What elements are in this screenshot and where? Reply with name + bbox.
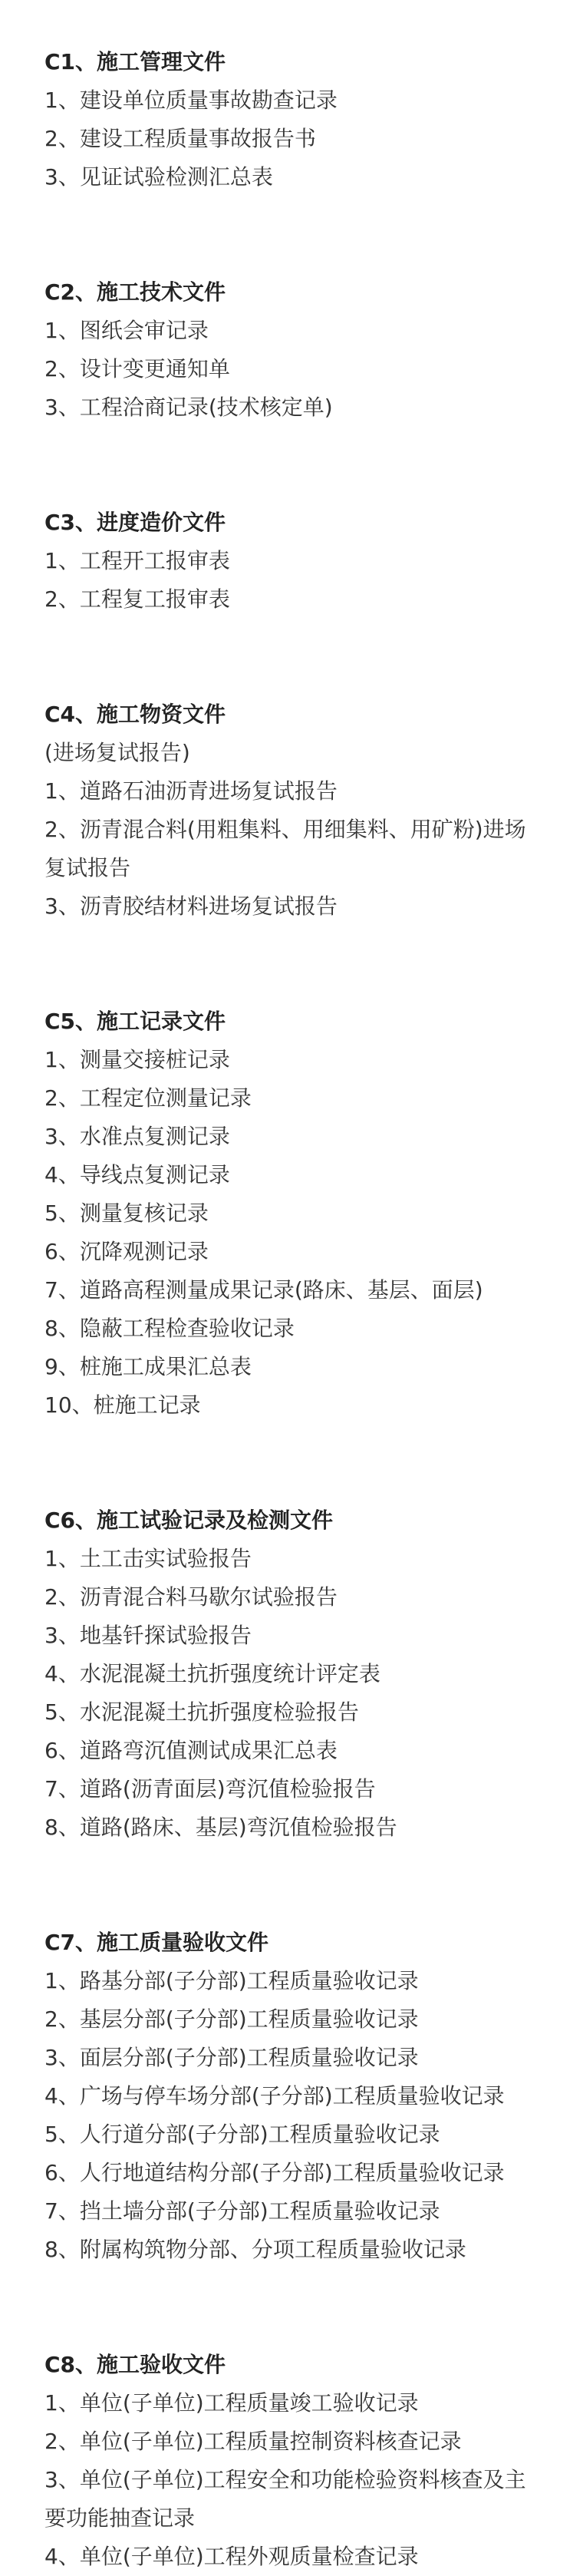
list-item: 4、导线点复测记录 xyxy=(44,1162,230,1187)
section-5 xyxy=(44,1002,539,1425)
list-item: 7、道路(沥青面层)弯沉值检验报告 xyxy=(44,1776,376,1802)
section-6 xyxy=(44,1501,539,1847)
list-item: 10、桩施工记录 xyxy=(44,1392,201,1418)
list-item: 3、面层分部(子分部)工程质量验收记录 xyxy=(44,2045,419,2070)
section-3 xyxy=(44,504,539,619)
section-title: C8、施工验收文件 xyxy=(44,2352,226,2377)
list-item: 9、桩施工成果汇总表 xyxy=(44,1354,252,1379)
list-item: 1、建设单位质量事故勘查记录 xyxy=(44,88,338,113)
list-item: 6、人行地道结构分部(子分部)工程质量验收记录 xyxy=(44,2160,505,2185)
list-item: 1、单位(子单位)工程质量竣工验收记录 xyxy=(44,2390,419,2416)
list-item: 2、单位(子单位)工程质量控制资料核查记录 xyxy=(44,2429,462,2454)
list-item: 2、工程复工报审表 xyxy=(44,586,230,612)
list-item: 6、沉降观测记录 xyxy=(44,1239,209,1264)
list-item: 4、单位(子单位)工程外观质量检查记录 xyxy=(44,2544,419,2569)
list-item: 3、地基钎探试验报告 xyxy=(44,1623,252,1648)
list-item: 3、水准点复测记录 xyxy=(44,1124,230,1149)
list-item: 1、道路石油沥青进场复试报告 xyxy=(44,778,338,804)
section-4 xyxy=(44,695,539,926)
section-7 xyxy=(44,1924,539,2269)
list-item: 1、测量交接桩记录 xyxy=(44,1047,230,1072)
list-item: 1、路基分部(子分部)工程质量验收记录 xyxy=(44,1968,419,1993)
section-8 xyxy=(44,2346,539,2576)
list-item: 7、挡土墙分部(子分部)工程质量验收记录 xyxy=(44,2198,440,2224)
list-item: 5、人行道分部(子分部)工程质量验收记录 xyxy=(44,2122,440,2147)
list-item: 7、道路高程测量成果记录(路床、基层、面层) xyxy=(44,1277,483,1303)
section-2 xyxy=(44,273,539,427)
section-title: C3、进度造价文件 xyxy=(44,510,226,535)
list-item: 3、单位(子单位)工程安全和功能检验资料核查及主要功能抽查记录 xyxy=(44,2467,526,2531)
list-item: 2、基层分部(子分部)工程质量验收记录 xyxy=(44,2006,419,2032)
list-item: 3、沥青胶结材料进场复试报告 xyxy=(44,893,338,919)
list-item: 8、附属构筑物分部、分项工程质量验收记录 xyxy=(44,2237,466,2262)
list-item: 3、工程洽商记录(技术核定单) xyxy=(44,395,333,420)
section-1 xyxy=(44,43,539,197)
list-item: 6、道路弯沉值测试成果汇总表 xyxy=(44,1738,338,1763)
list-item: 8、隐蔽工程检查验收记录 xyxy=(44,1316,295,1341)
list-item: 2、建设工程质量事故报告书 xyxy=(44,126,316,151)
list-item: 8、道路(路床、基层)弯沉值检验报告 xyxy=(44,1815,397,1840)
section-title: C4、施工物资文件 xyxy=(44,702,226,727)
section-note: (进场复试报告) xyxy=(44,740,190,765)
list-item: 1、图纸会审记录 xyxy=(44,318,209,343)
section-title: C2、施工技术文件 xyxy=(44,279,226,305)
list-item: 2、设计变更通知单 xyxy=(44,356,230,381)
list-item: 5、水泥混凝土抗折强度检验报告 xyxy=(44,1699,359,1725)
list-item: 2、沥青混合料(用粗集料、用细集料、用矿粉)进场复试报告 xyxy=(44,817,526,880)
list-item: 4、水泥混凝土抗折强度统计评定表 xyxy=(44,1661,380,1686)
list-item: 1、土工击实试验报告 xyxy=(44,1546,252,1571)
list-item: 2、沥青混合料马歇尔试验报告 xyxy=(44,1584,338,1610)
section-title: C1、施工管理文件 xyxy=(44,49,226,74)
list-item: 3、见证试验检测汇总表 xyxy=(44,164,273,190)
list-item: 1、工程开工报审表 xyxy=(44,548,230,573)
list-item: 4、广场与停车场分部(子分部)工程质量验收记录 xyxy=(44,2083,505,2109)
section-title: C7、施工质量验收文件 xyxy=(44,1930,269,1955)
section-title: C6、施工试验记录及检测文件 xyxy=(44,1508,334,1533)
list-item: 5、测量复核记录 xyxy=(44,1200,209,1226)
list-item: 2、工程定位测量记录 xyxy=(44,1085,252,1111)
section-title: C5、施工记录文件 xyxy=(44,1009,226,1034)
